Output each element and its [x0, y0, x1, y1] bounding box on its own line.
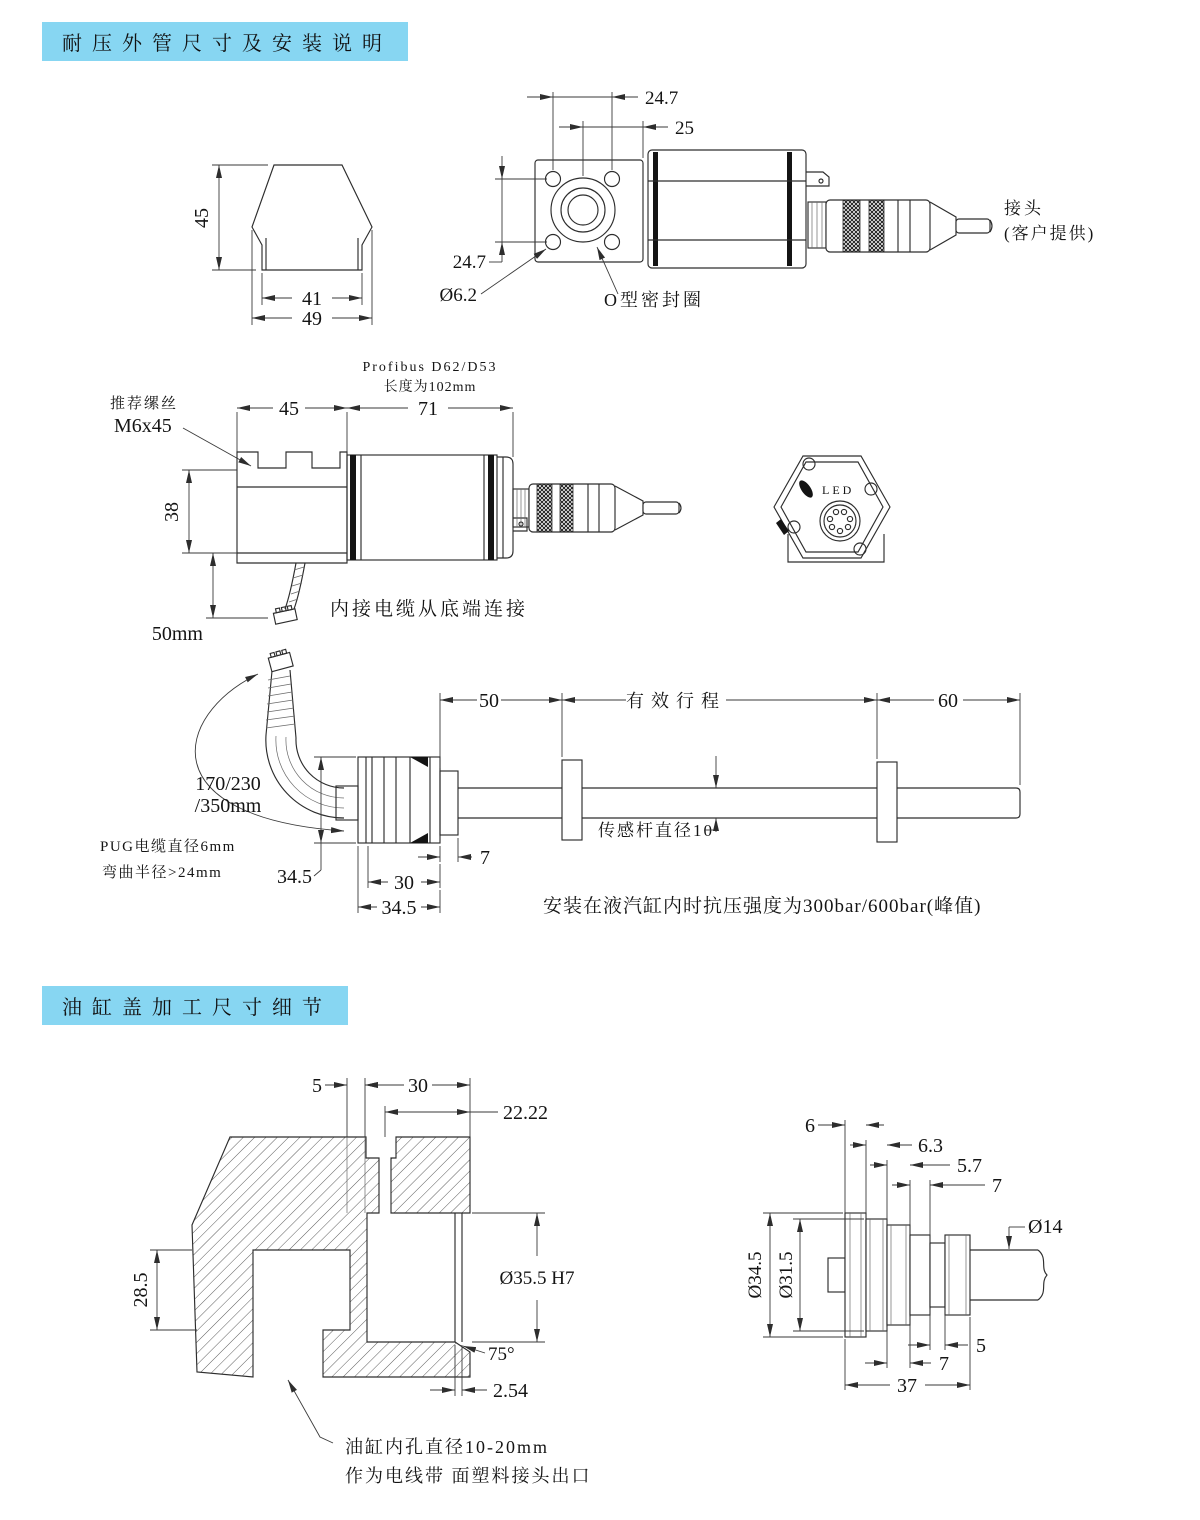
d3-dia-head: 34.5 — [277, 866, 312, 888]
d5-dim-7top: 7 — [992, 1175, 1002, 1197]
d4-angle-label: 75° — [488, 1344, 515, 1365]
cable-length-1: 170/230 — [195, 773, 261, 795]
endcap-front-view — [191, 165, 372, 330]
cable-note-1: PUG电缆直径6mm — [100, 839, 236, 855]
d3-dim-7: 7 — [480, 847, 490, 869]
d2-dim-45: 45 — [279, 398, 299, 420]
section2-title: 油缸盖加工尺寸细节 — [42, 986, 348, 1025]
profibus-label-1: Profibus D62/D53 — [362, 360, 498, 375]
plug-profile-view — [745, 1115, 1062, 1397]
flange-dim-247-top: 24.7 — [645, 88, 679, 109]
d4-dim-30: 30 — [408, 1075, 428, 1097]
d4-dim-254: 2.54 — [493, 1380, 528, 1402]
joint-label-line2: (客户提供) — [1004, 224, 1096, 243]
d5-dim-5: 5 — [976, 1335, 986, 1357]
d5-dim-6: 6 — [805, 1115, 815, 1137]
rod-diameter-label: 传感杆直径10 — [598, 821, 714, 840]
d5-dim-57: 5.7 — [957, 1155, 982, 1177]
flange-side-assembly — [440, 88, 1096, 310]
d4-note-2: 作为电线带 面塑料接头出口 — [345, 1466, 592, 1486]
oring-label: O型密封圈 — [604, 290, 704, 310]
led-label: LED — [822, 483, 855, 497]
cable-length-2: /350mm — [194, 795, 262, 817]
cap-dim-49: 49 — [302, 308, 322, 330]
d4-dim-2222: 22.22 — [503, 1102, 548, 1124]
hexagon-rear-view — [774, 456, 890, 562]
flange-dim-247-left: 24.7 — [452, 252, 486, 273]
profibus-label-2: 长度为102mm — [383, 380, 477, 395]
d3-dim-345: 34.5 — [381, 897, 417, 919]
flange-dim-25: 25 — [675, 118, 694, 139]
d2-dim-50mm: 50mm — [151, 623, 203, 645]
d2-note: 内接电缆从底端连接 — [330, 599, 529, 620]
joint-label-line1: 接头 — [1004, 199, 1044, 218]
d3-dim-30: 30 — [394, 872, 414, 894]
d4-dim-5: 5 — [312, 1075, 322, 1097]
cap-dim-45: 45 — [191, 208, 213, 228]
rod-sensor-view — [100, 649, 1020, 919]
d4-dim-285: 28.5 — [130, 1272, 152, 1308]
d5-dia-315: Ø31.5 — [776, 1251, 797, 1299]
d5-dia-345: Ø34.5 — [745, 1251, 766, 1299]
screw-label-2: M6x45 — [114, 415, 172, 437]
d2-dim-71: 71 — [418, 398, 438, 420]
d5-dim-63: 6.3 — [918, 1135, 943, 1157]
pressure-note: 安装在液汽缸内时抗压强度为300bar/600bar(峰值) — [543, 896, 982, 917]
d2-dim-38: 38 — [161, 502, 183, 522]
d4-note-1: 油缸内孔直径10-20mm — [345, 1437, 549, 1457]
d3-dim-60: 60 — [938, 690, 958, 712]
sensor-side-view — [110, 360, 890, 645]
effective-stroke-label: 有效行程 — [626, 691, 726, 711]
hole-diameter-label: Ø6.2 — [439, 285, 477, 306]
d3-dim-50: 50 — [479, 690, 499, 712]
d4-bore-label: Ø35.5 H7 — [499, 1268, 575, 1289]
d5-dia-14: Ø14 — [1028, 1216, 1063, 1238]
cap-dim-41: 41 — [302, 288, 322, 310]
cable-note-2: 弯曲半径>24mm — [102, 865, 223, 881]
cylinder-cover-section — [130, 1075, 592, 1486]
section1-title: 耐压外管尺寸及安装说明 — [42, 22, 408, 61]
d5-dim-7bot: 7 — [939, 1353, 949, 1375]
d5-dim-37: 37 — [897, 1375, 917, 1397]
screw-label-1: 推荐缧丝 — [110, 396, 179, 412]
